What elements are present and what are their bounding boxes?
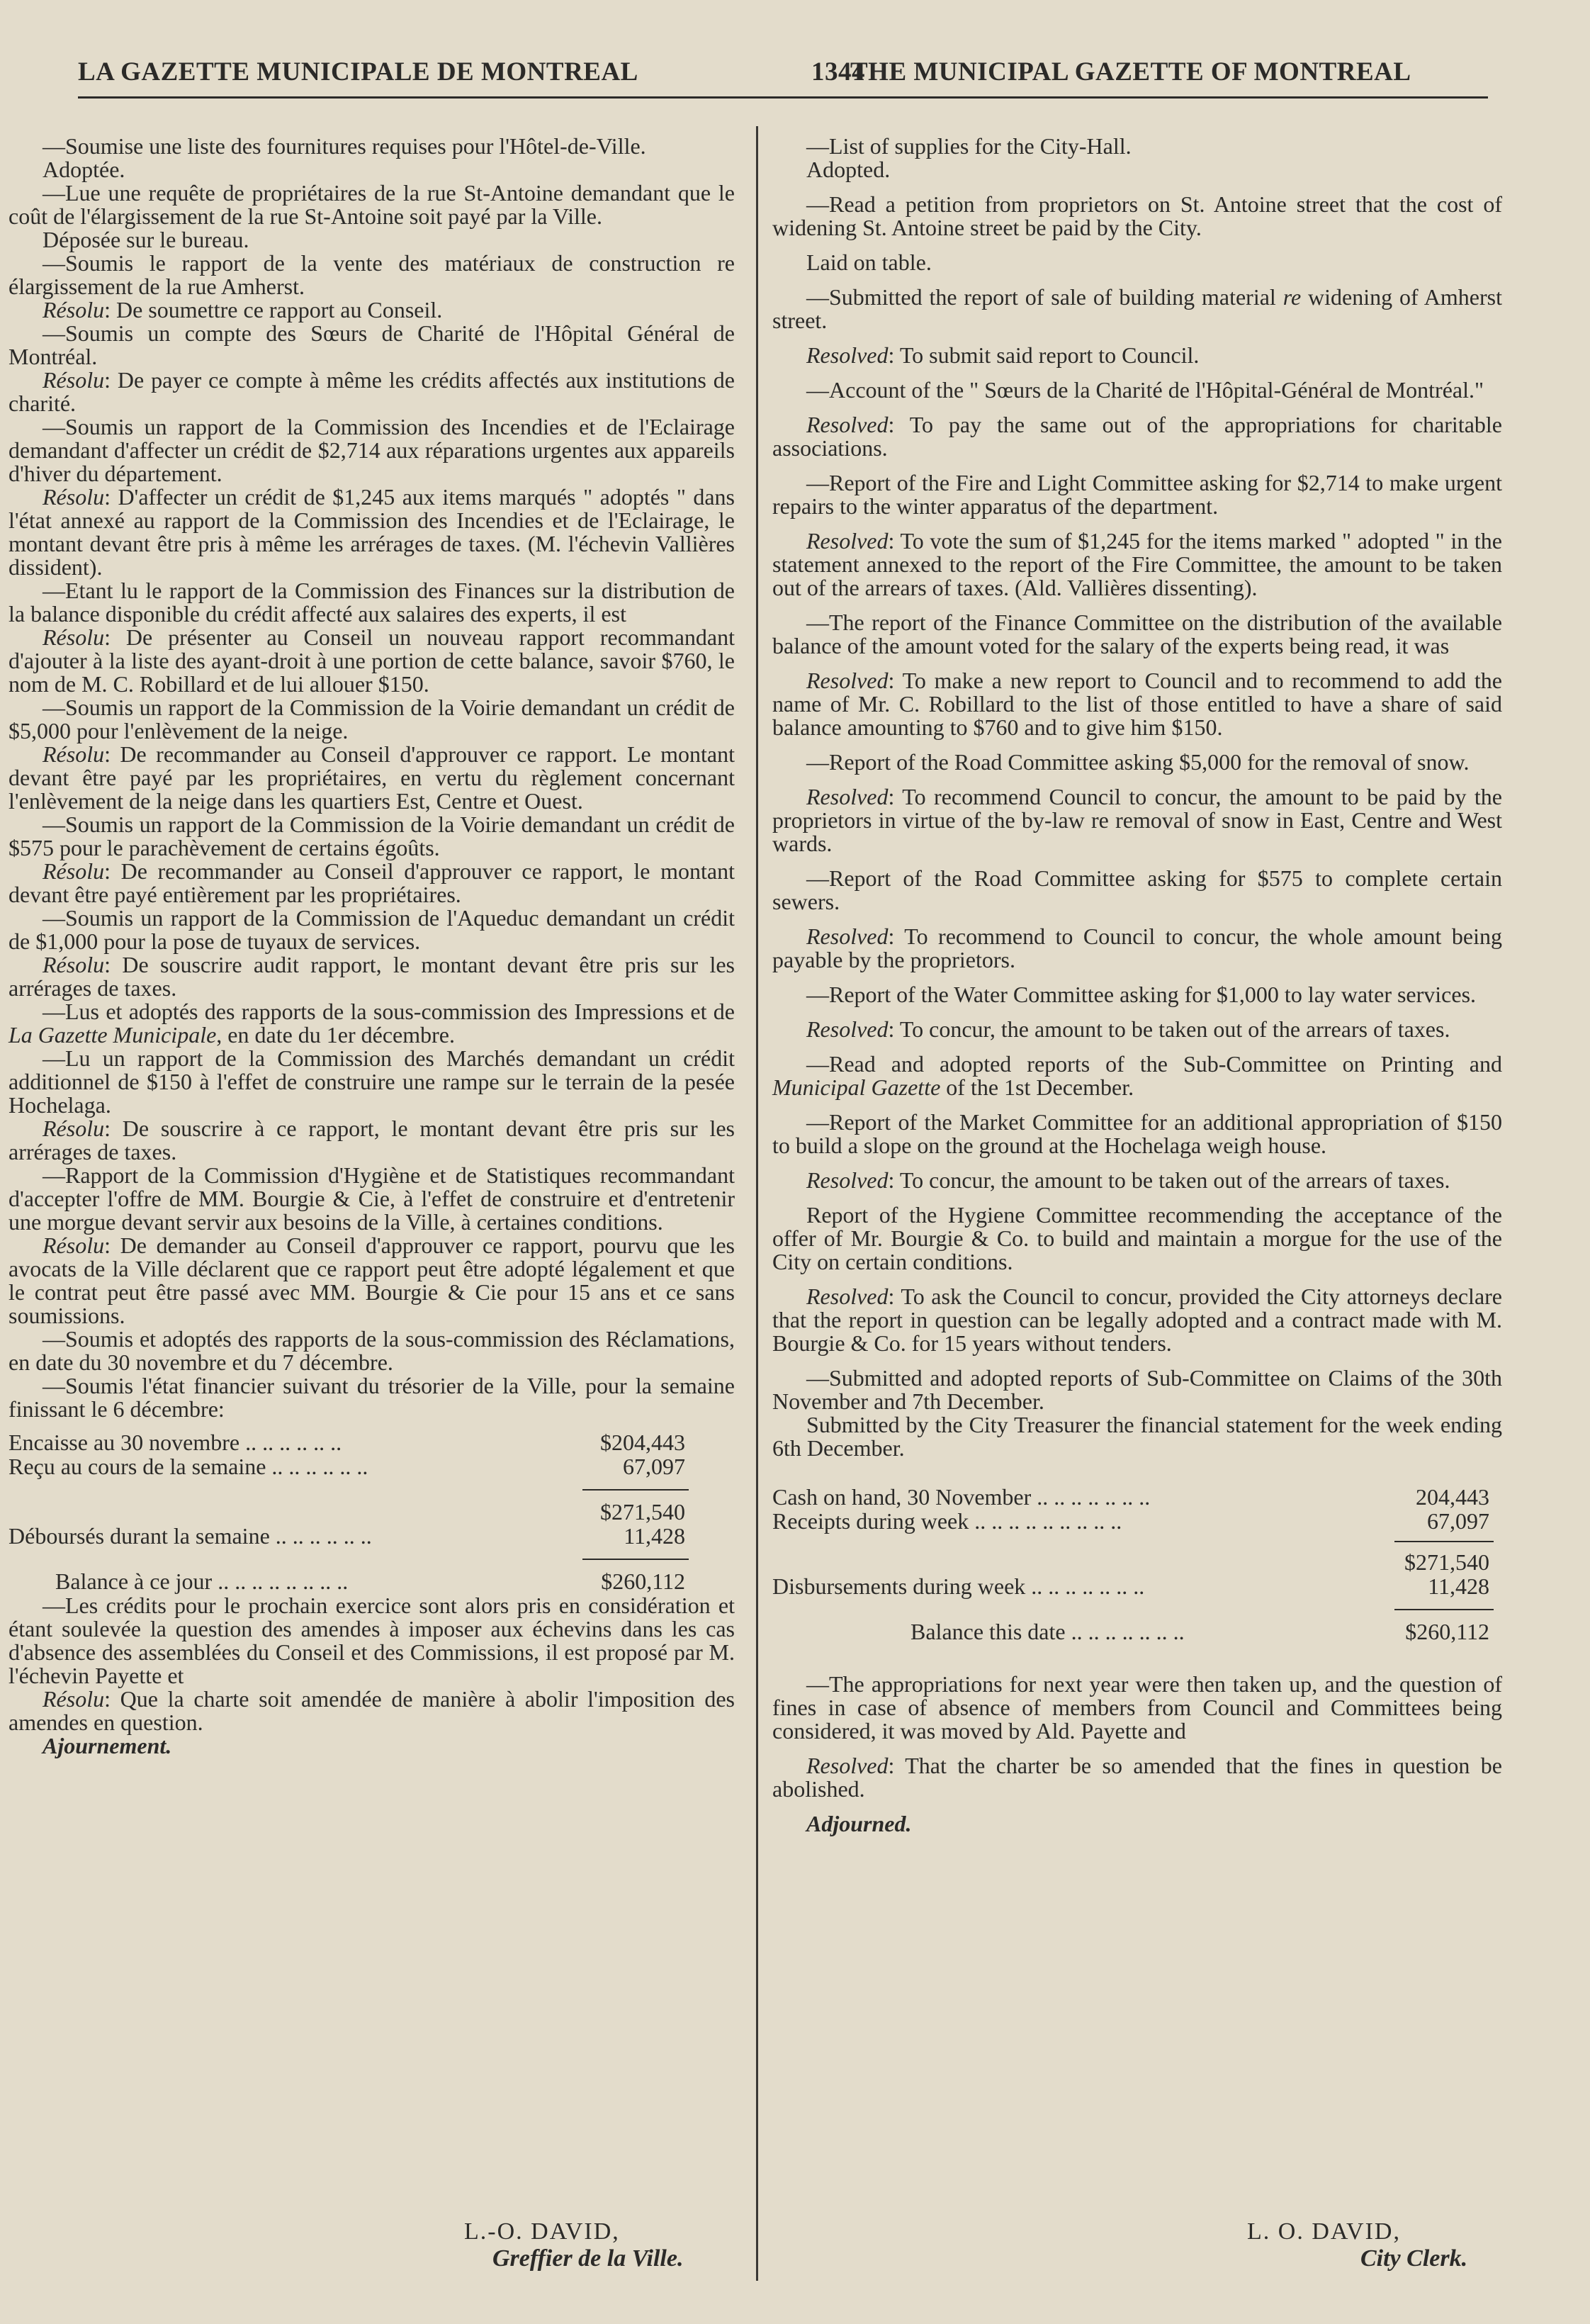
resolution-text: : To ask the Council to concur, provided the City attorneys declare that the report in question can be legally adopted and a contract made with M. Bourgie & Co. for 15 years without tenders. xyxy=(772,1284,1502,1356)
paragraph: —Account of the " Sœurs de la Charité de l'Hôpital-Général de Montréal." xyxy=(806,377,1484,403)
page-number: 1344 xyxy=(811,57,865,86)
resolution-text: : De recommander au Conseil d'approuver ce rapport. Le montant devant être payé par les propriétaires, en vertu du règlement concernant l'enlèvement de la neige dans les quartiers Est, Centre et Ouest. xyxy=(9,741,735,814)
resolution xyxy=(772,344,1502,367)
paragraph: —Lue une requête de propriétaires de la rue St-Antoine demandant que le coût de l'élargissement de la rue St-Antoine soit payé par la Ville. xyxy=(9,180,735,229)
statement-amount: 11,428 xyxy=(1428,1573,1489,1599)
resolution-text: : To concur, the amount to be taken out of the arrears of taxes. xyxy=(888,1167,1450,1193)
paragraph-text: widening of Amherst street. xyxy=(772,284,1503,333)
english-signature xyxy=(1247,2218,1467,2272)
sum-rule xyxy=(1394,1541,1494,1542)
resolution xyxy=(772,1169,1502,1192)
signatory-name: L.-O. DAVID, xyxy=(464,2218,620,2245)
signatory-title: City Clerk. xyxy=(1360,2245,1468,2272)
resolution xyxy=(9,485,735,579)
resolution-text: : To concur, the amount to be taken out of the arrears of taxes. xyxy=(888,1016,1450,1042)
resolution-label: Résolu xyxy=(43,1686,105,1712)
publication-name: La Gazette Municipale xyxy=(9,1022,217,1048)
resolution-label: Résolu xyxy=(43,1116,105,1141)
paragraph: —Soumis un rapport de la Commission de la Voirie demandant un crédit de $5,000 pour l'enlèvement de la neige. xyxy=(9,695,735,743)
paragraph-text: —Lus et adoptés des rapports de la sous-commission des Impressions et de xyxy=(43,999,735,1024)
resolution xyxy=(9,1234,735,1327)
paragraph: —Soumis le rapport de la vente des matériaux de construction re élargissement de la rue Amherst. xyxy=(9,250,735,299)
financial-statement xyxy=(772,1486,1502,1644)
statement-amount: $271,540 xyxy=(600,1499,685,1525)
paragraph: —Soumis un rapport de la Commission de l'Aqueduc demandant un crédit de $1,000 pour la pose de tuyaux de services. xyxy=(9,905,735,954)
resolution-text: : That the charter be so amended that the fines in question be abolished. xyxy=(772,1753,1502,1802)
paragraph: —Soumis un rapport de la Commission de la Voirie demandant un crédit de $575 pour le parachèvement de certains égoûts. xyxy=(9,812,735,860)
resolution xyxy=(772,1285,1502,1355)
statement-rule-row xyxy=(772,1534,1502,1551)
signatory-name: L. O. DAVID, xyxy=(1247,2218,1401,2245)
resolution xyxy=(772,669,1502,739)
paragraph-text: , en date du 1er décembre. xyxy=(216,1022,455,1048)
header-french-title: LA GAZETTE MUNICIPALE DE MONTREAL xyxy=(78,57,638,86)
publication-name: Municipal Gazette xyxy=(772,1074,941,1100)
header-rule xyxy=(78,96,1488,99)
paragraph: Submitted by the City Treasurer the financial statement for the week ending 6th December. xyxy=(772,1412,1502,1461)
statement-amount: 67,097 xyxy=(1427,1508,1489,1534)
resolution xyxy=(9,953,735,1000)
resolution-label: Résolu xyxy=(43,624,105,650)
resolution-text: : To recommend Council to concur, the amount to be paid by the proprietors in virtue of the by-law re removal of snow in East, Centre and West wards. xyxy=(772,784,1502,856)
resolution-label: Resolved xyxy=(806,412,889,437)
header-english-title: THE MUNICIPAL GAZETTE OF MONTREAL xyxy=(850,57,1411,86)
resolution-label: Résolu xyxy=(43,297,105,322)
statement-label: Balance à ce jour .. .. .. .. .. .. .. .. xyxy=(55,1568,349,1594)
statement-row xyxy=(772,1510,1502,1534)
statement-label: Reçu au cours de la semaine .. .. .. .. .. .. xyxy=(9,1454,368,1479)
paragraph xyxy=(772,1052,1502,1099)
paragraph-text: —Read and adopted reports of the Sub-Committee on Printing and xyxy=(806,1051,1502,1077)
statement-row xyxy=(9,1455,735,1479)
resolution-label: Resolved xyxy=(806,668,889,693)
paragraph: —Report of the Market Committee for an additional appropriation of $150 to build a slope on the ground at the Hochelaga weigh house. xyxy=(772,1109,1502,1158)
paragraph: Déposée sur le bureau. xyxy=(43,227,249,252)
statement-row xyxy=(9,1431,735,1455)
resolution-label: Résolu xyxy=(43,858,105,884)
resolution-text: : De payer ce compte à même les crédits affectés aux institutions de charité. xyxy=(9,367,735,416)
statement-rule-row xyxy=(9,1479,735,1500)
statement-amount: $271,540 xyxy=(1404,1549,1489,1575)
paragraph: —The report of the Finance Committee on the distribution of the available balance of the amount voted for the salary of the experts being read, it was xyxy=(772,610,1502,658)
paragraph: —Read a petition from proprietors on St. Antoine street that the cost of widening St. Antoine street be paid by the City. xyxy=(772,191,1502,240)
resolution-text: : To pay the same out of the appropriations for charitable associations. xyxy=(772,412,1502,461)
resolution-label: Resolved xyxy=(806,342,889,368)
paragraph: —The appropriations for next year were then taken up, and the question of fines in case of absence of members from Council and Committees being considered, it was moved by Ald. Payette and xyxy=(772,1671,1502,1744)
paragraph: Report of the Hygiene Committee recommending the acceptance of the offer of Mr. Bourgie & Co. to build and maintain a morgue for the use of the City on certain conditions. xyxy=(772,1202,1502,1274)
paragraph: —Report of the Fire and Light Committee asking for $2,714 to make urgent repairs to the winter apparatus of the department. xyxy=(772,470,1502,519)
statement-row xyxy=(9,1570,735,1594)
statement-label: Balance this date .. .. .. .. .. .. .. xyxy=(910,1619,1185,1644)
resolution-text: : Que la charte soit amendée de manière à abolir l'imposition des amendes en question. xyxy=(9,1686,735,1735)
resolution xyxy=(772,413,1502,460)
statement-label: Déboursés durant la semaine .. .. .. .. .. .. xyxy=(9,1523,372,1549)
paragraph: —Soumis et adoptés des rapports de la sous-commission des Réclamations, en date du 30 novembre et du 7 décembre. xyxy=(9,1326,735,1375)
page-header xyxy=(78,50,1488,99)
statement-rule-row xyxy=(772,1599,1502,1620)
sum-rule xyxy=(1394,1609,1494,1610)
english-column xyxy=(772,135,1502,1836)
resolution xyxy=(9,298,735,322)
french-column xyxy=(9,135,735,1758)
resolution xyxy=(772,1018,1502,1041)
french-signature xyxy=(464,2218,683,2272)
resolution xyxy=(9,1117,735,1164)
resolution-text: : To vote the sum of $1,245 for the items marked " adopted " in the statement annexed to the report of the Fire Committee, the amount to be taken out of the arrears of taxes. (Ald. Vallières dissenting). xyxy=(772,528,1502,600)
statement-amount: $260,112 xyxy=(601,1568,685,1594)
resolution-label: Résolu xyxy=(43,952,105,977)
resolution-text: : De souscrire à ce rapport, le montant devant être pris sur les arrérages de taxes. xyxy=(9,1116,735,1164)
paragraph: Adoptée. xyxy=(43,157,125,182)
paragraph xyxy=(772,286,1502,332)
paragraph: —Lu un rapport de la Commission des Marchés demandant un crédit additionnel de $150 à l'effet de construire une rampe sur le terrain de la pesée Hochelaga. xyxy=(9,1045,735,1118)
resolution-text: : D'affecter un crédit de $1,245 aux items marqués " adoptés " dans l'état annexé au rapport de la Commission des Incendies et de l'Eclairage, le montant devant être pris à même les arrérages de taxes. (M. l'échevin Vallières dissident). xyxy=(9,484,735,580)
sum-rule xyxy=(582,1489,689,1491)
resolution-label: Résolu xyxy=(43,1233,105,1258)
paragraph: —Soumise une liste des fournitures requises pour l'Hôtel-de-Ville. xyxy=(43,133,646,159)
paragraph: —Submitted and adopted reports of Sub-Committee on Claims of the 30th November and 7th December. xyxy=(772,1365,1502,1414)
resolution xyxy=(9,743,735,813)
paragraph-text: —Submitted the report of sale of building material xyxy=(806,284,1283,310)
resolution-label: Résolu xyxy=(43,741,105,767)
statement-label: Disbursements during week .. .. .. .. .. .. .. xyxy=(772,1573,1145,1599)
resolution-label: Résolu xyxy=(43,367,105,393)
resolution-text: : De demander au Conseil d'approuver ce rapport, pourvu que les avocats de la Ville déclarent que ce rapport peut être adopté légalement et que le contrat peut être passé avec MM. Bourgie & Cie pour 15 ans et ce sans soumissions. xyxy=(9,1233,735,1328)
statement-row xyxy=(772,1551,1502,1575)
resolution xyxy=(9,626,735,696)
statement-amount: 204,443 xyxy=(1416,1484,1489,1510)
resolution-text: : De recommander au Conseil d'approuver ce rapport, le montant devant être payé entièrement par les propriétaires. xyxy=(9,858,735,907)
resolution xyxy=(772,925,1502,972)
resolution-text: : De présenter au Conseil un nouveau rapport recommandant d'ajouter à la liste des ayant-droit à une portion de cette balance, savoir $760, le nom de M. C. Robillard et de lui allouer $150. xyxy=(9,624,735,697)
statement-row xyxy=(772,1620,1502,1644)
resolution-text: : To recommend to Council to concur, the whole amount being payable by the proprietors. xyxy=(772,924,1502,972)
paragraph xyxy=(9,1000,735,1047)
statement-row xyxy=(9,1500,735,1525)
paragraph: —List of supplies for the City-Hall. xyxy=(806,133,1132,159)
resolution-text: : De soumettre ce rapport au Conseil. xyxy=(104,297,443,322)
resolution-text: : To make a new report to Council and to recommend to add the name of Mr. C. Robillard to the list of those entitled to have a share of said balance amounting to $760 and to give him $150. xyxy=(772,668,1502,740)
adjournment: Ajournement. xyxy=(43,1733,172,1758)
paragraph: Adopted. xyxy=(806,157,891,182)
paragraph: —Report of the Road Committee asking for $575 to complete certain sewers. xyxy=(772,865,1502,914)
resolution-label: Resolved xyxy=(806,1016,889,1042)
resolution-label: Resolved xyxy=(806,1284,889,1309)
paragraph: —Soumis un compte des Sœurs de Charité de l'Hôpital Général de Montréal. xyxy=(9,320,735,369)
paragraph: —Report of the Road Committee asking $5,000 for the removal of snow. xyxy=(806,749,1470,775)
resolution-text: : To submit said report to Council. xyxy=(888,342,1200,368)
statement-row xyxy=(772,1486,1502,1510)
statement-label: Cash on hand, 30 November .. .. .. .. .. .. .. xyxy=(772,1484,1151,1510)
adjournment: Adjourned. xyxy=(806,1811,912,1836)
statement-amount: $204,443 xyxy=(600,1430,685,1455)
paragraph: —Soumis l'état financier suivant du trésorier de la Ville, pour la semaine finissant le 6 décembre: xyxy=(9,1373,735,1422)
resolution-label: Resolved xyxy=(806,1753,889,1778)
statement-row xyxy=(772,1575,1502,1599)
paragraph: —Etant lu le rapport de la Commission des Finances sur la distribution de la balance disponible du crédit affecté aux salaires des experts, il est xyxy=(9,578,735,627)
resolution-label: Resolved xyxy=(806,784,889,809)
resolution-label: Resolved xyxy=(806,1167,889,1193)
paragraph: —Report of the Water Committee asking for $1,000 to lay water services. xyxy=(806,982,1477,1007)
resolution-label: Resolved xyxy=(806,924,889,949)
resolution xyxy=(9,369,735,415)
signatory-title: Greffier de la Ville. xyxy=(492,2245,684,2272)
statement-amount: 11,428 xyxy=(624,1523,685,1549)
column-divider xyxy=(756,126,758,2281)
sum-rule xyxy=(582,1559,689,1560)
statement-label: Encaisse au 30 novembre .. .. .. .. .. .. xyxy=(9,1430,342,1455)
resolution xyxy=(9,1688,735,1734)
resolution xyxy=(772,529,1502,600)
paragraph: Laid on table. xyxy=(806,249,932,275)
resolution-label: Résolu xyxy=(43,484,105,510)
paragraph-italic: re xyxy=(1282,284,1302,310)
statement-rule-row xyxy=(9,1549,735,1570)
resolution-label: Resolved xyxy=(806,528,889,554)
statement-label: Receipts during week .. .. .. .. .. .. .. .. .. xyxy=(772,1508,1122,1534)
resolution xyxy=(772,1754,1502,1801)
statement-row xyxy=(9,1525,735,1549)
paragraph: —Les crédits pour le prochain exercice sont alors pris en considération et étant soulevée la question des amendes à imposer aux échevins dans les cas d'absence des assemblées du Conseil et des Commissions, il est proposé par M. l'échevin Payette et xyxy=(9,1593,735,1688)
resolution xyxy=(9,860,735,906)
statement-amount: $260,112 xyxy=(1405,1619,1489,1644)
paragraph-text: of the 1st December. xyxy=(940,1074,1134,1100)
paragraph: —Rapport de la Commission d'Hygiène et de Statistiques recommandant d'accepter l'offre de MM. Bourgie & Cie, à l'effet de construire et d'entretenir une morgue devant servir aux besoins de la Ville, à certaines conditions. xyxy=(9,1162,735,1235)
financial-statement xyxy=(9,1431,735,1594)
paragraph: —Soumis un rapport de la Commission des Incendies et de l'Eclairage demandant d'affecter un crédit de $2,714 aux réparations urgentes aux appareils d'hiver du département. xyxy=(9,414,735,486)
resolution-text: : De souscrire audit rapport, le montant devant être pris sur les arrérages de taxes. xyxy=(9,952,735,1001)
resolution xyxy=(772,785,1502,855)
statement-amount: 67,097 xyxy=(623,1454,685,1479)
